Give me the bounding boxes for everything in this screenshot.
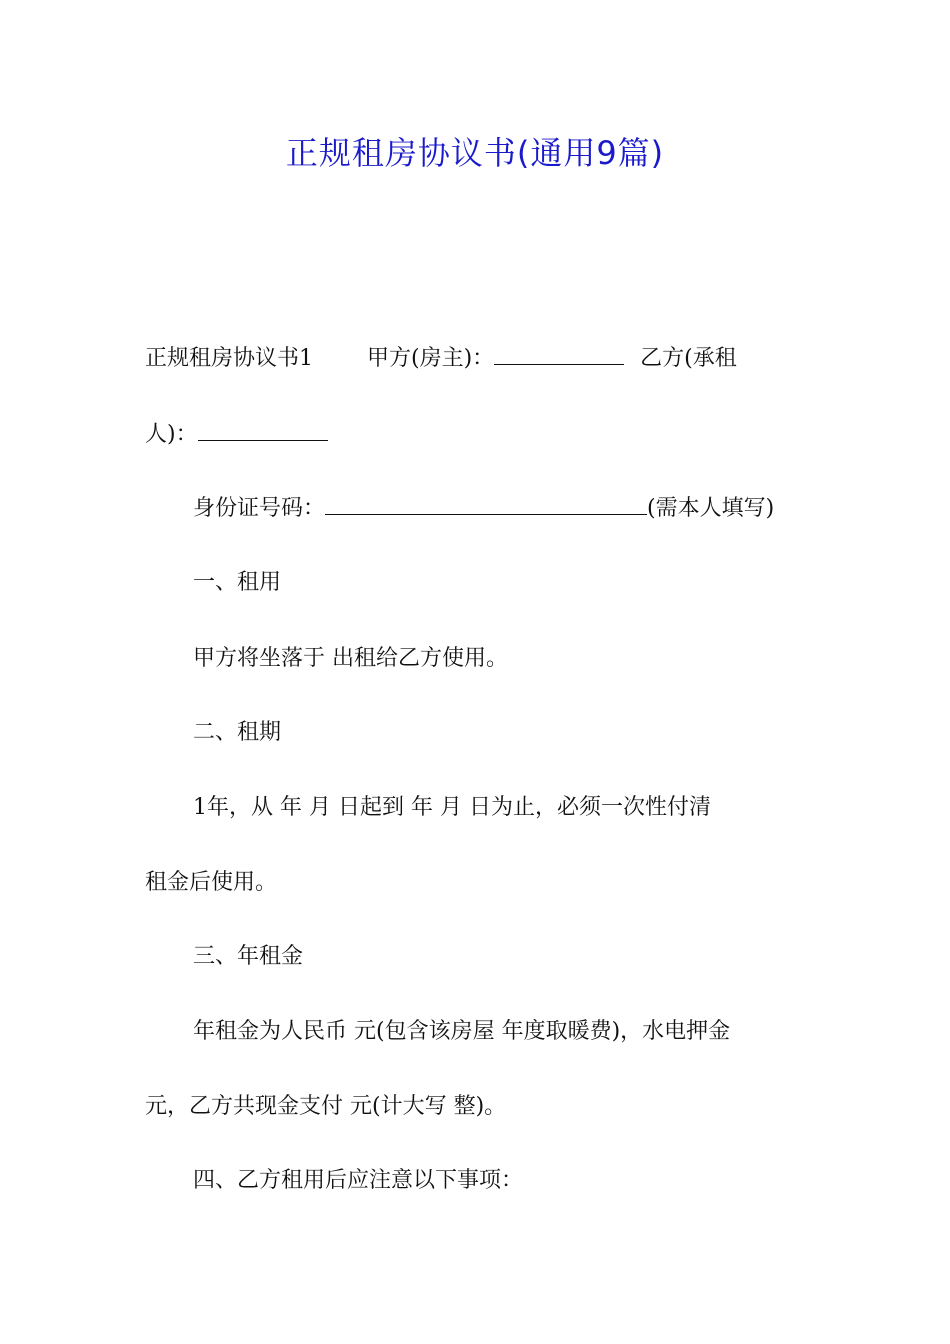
id-number-note: (需本人填写) [647,496,775,521]
id-number-blank [325,494,647,515]
paragraph-1: 甲方将坐落于 出租给乙方使用。 [193,646,508,671]
agreement-number: 正规租房协议书1 [145,346,313,371]
party-b-line [145,420,807,450]
party-a-blank [494,344,624,365]
party-b-label-cont: 人)： [145,422,198,447]
agreement-header-line [145,344,807,374]
party-b-blank [198,420,328,441]
paragraph-3-line-2: 元，乙方共现金支付 元(计大写 整)。 [145,1094,507,1119]
paragraph-3-line-1: 年租金为人民币 元(包含该房屋 年度取暖费)，水电押金 [193,1019,731,1044]
section-heading-1: 一、租用 [193,570,282,595]
party-b-label: 乙方(承租 [640,346,737,371]
section-heading-3: 三、年租金 [193,944,304,969]
paragraph-2-line-2: 租金后使用。 [145,870,278,895]
section-heading-4: 四、乙方租用后应注意以下事项： [193,1168,524,1193]
party-a-label: 甲方(房主)： [367,346,495,371]
paragraph-2-line-1: 1年，从 年 月 日起到 年 月 日为止，必须一次性付清 [193,795,711,820]
document-title: 正规租房协议书(通用9篇) [285,134,665,172]
id-number-label: 身份证号码： [193,496,326,521]
section-heading-2: 二、租期 [193,720,282,745]
id-number-line [193,494,807,524]
